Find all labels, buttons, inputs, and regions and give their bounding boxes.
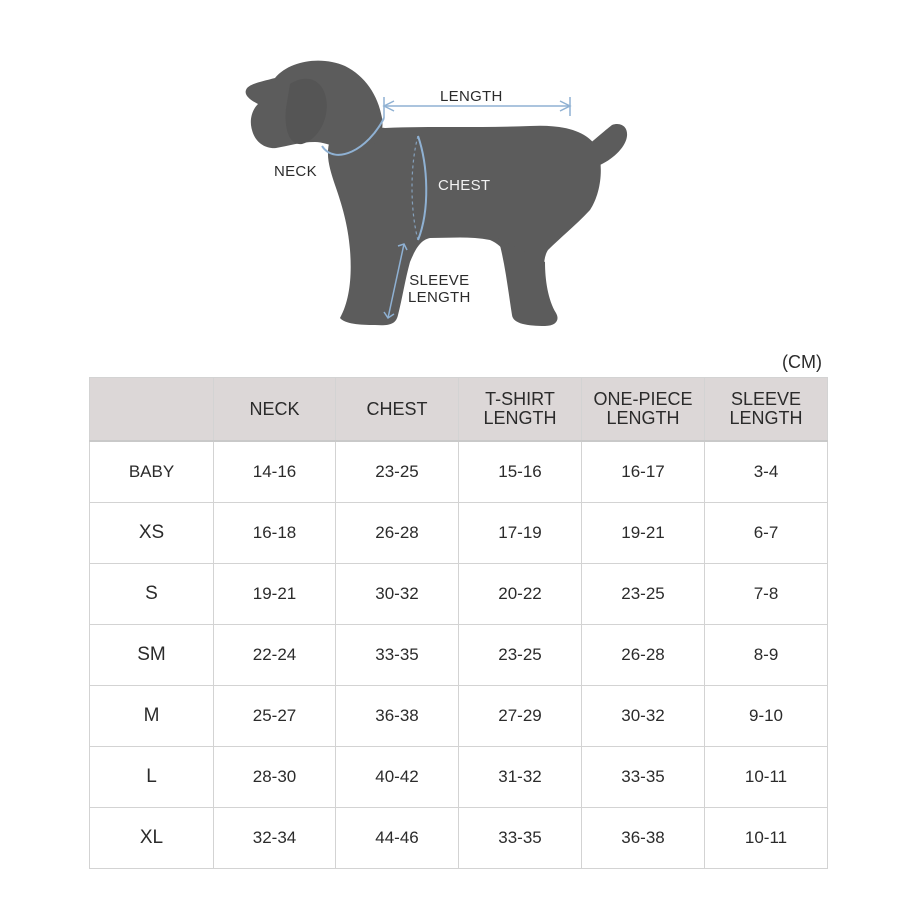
size-cell: M <box>90 686 214 747</box>
one-piece-length-cell: 23-25 <box>582 564 705 625</box>
chest-cell: 40-42 <box>336 747 459 808</box>
sleeve-label-line2: LENGTH <box>408 289 471 306</box>
chest-label: CHEST <box>438 177 491 194</box>
neck-cell: 14-16 <box>214 441 336 503</box>
chest-cell: 26-28 <box>336 503 459 564</box>
neck-cell: 22-24 <box>214 625 336 686</box>
length-label: LENGTH <box>440 88 503 105</box>
tshirt-length-cell: 15-16 <box>459 441 582 503</box>
one-piece-length-cell: 36-38 <box>582 808 705 869</box>
table-row <box>90 441 828 503</box>
size-cell: SM <box>90 625 214 686</box>
tshirt-length-cell: 20-22 <box>459 564 582 625</box>
table-row <box>90 747 828 808</box>
neck-cell: 32-34 <box>214 808 336 869</box>
sleeve-length-cell: 10-11 <box>705 808 828 869</box>
header-neck: NECK <box>214 378 336 442</box>
sleeve-length-cell: 3-4 <box>705 441 828 503</box>
table-row <box>90 503 828 564</box>
one-piece-length-cell: 26-28 <box>582 625 705 686</box>
tshirt-length-cell: 17-19 <box>459 503 582 564</box>
one-piece-length-cell: 33-35 <box>582 747 705 808</box>
sleeve-length-cell: 10-11 <box>705 747 828 808</box>
neck-label: NECK <box>274 163 317 180</box>
sleeve-length-cell: 6-7 <box>705 503 828 564</box>
tshirt-length-cell: 27-29 <box>459 686 582 747</box>
sleeve-length-cell: 7-8 <box>705 564 828 625</box>
chest-cell: 23-25 <box>336 441 459 503</box>
neck-cell: 19-21 <box>214 564 336 625</box>
chest-cell: 36-38 <box>336 686 459 747</box>
neck-cell: 28-30 <box>214 747 336 808</box>
table-row <box>90 686 828 747</box>
unit-label: (CM) <box>782 352 822 372</box>
chest-cell: 33-35 <box>336 625 459 686</box>
size-cell: XS <box>90 503 214 564</box>
dog-measurement-diagram <box>0 0 920 350</box>
sleeve-length-label <box>408 272 471 306</box>
header-one-piece-length: ONE-PIECE LENGTH <box>582 378 705 442</box>
chest-cell: 30-32 <box>336 564 459 625</box>
table-row <box>90 625 828 686</box>
neck-cell: 16-18 <box>214 503 336 564</box>
sleeve-label-line1: SLEEVE <box>409 272 470 289</box>
header-chest: CHEST <box>336 378 459 442</box>
tshirt-length-cell: 33-35 <box>459 808 582 869</box>
one-piece-length-cell: 16-17 <box>582 441 705 503</box>
header-size <box>90 378 214 442</box>
tshirt-length-cell: 31-32 <box>459 747 582 808</box>
sleeve-length-cell: 9-10 <box>705 686 828 747</box>
size-cell: BABY <box>90 441 214 503</box>
table-row <box>90 808 828 869</box>
header-sleeve-length: SLEEVE LENGTH <box>705 378 828 442</box>
tshirt-length-cell: 23-25 <box>459 625 582 686</box>
size-cell: L <box>90 747 214 808</box>
header-tshirt-length: T-SHIRT LENGTH <box>459 378 582 442</box>
one-piece-length-cell: 19-21 <box>582 503 705 564</box>
size-chart-table <box>89 377 828 869</box>
table-row <box>90 564 828 625</box>
size-cell: XL <box>90 808 214 869</box>
one-piece-length-cell: 30-32 <box>582 686 705 747</box>
table-header-row <box>90 378 828 442</box>
sleeve-length-cell: 8-9 <box>705 625 828 686</box>
chest-cell: 44-46 <box>336 808 459 869</box>
size-cell: S <box>90 564 214 625</box>
neck-cell: 25-27 <box>214 686 336 747</box>
